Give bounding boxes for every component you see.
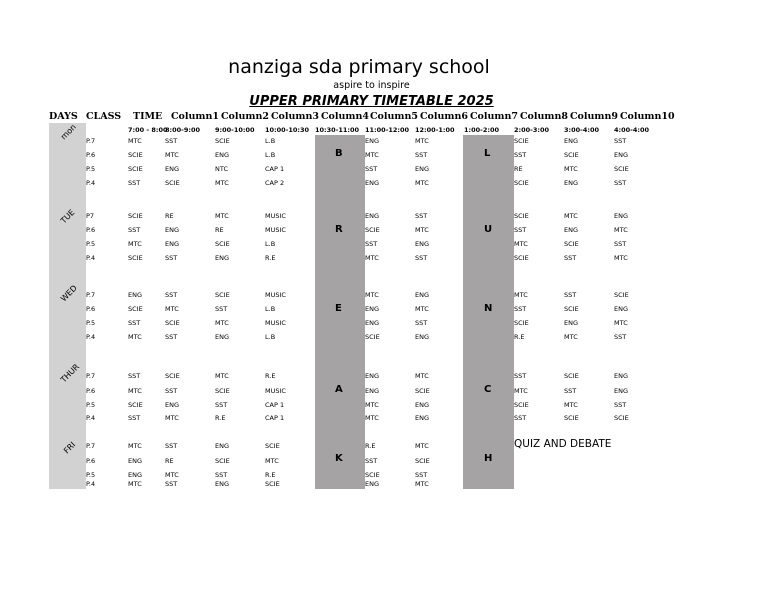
subject-cell: SST xyxy=(165,333,178,341)
subject-cell: MTC xyxy=(415,137,429,145)
subject-cell: SCIE xyxy=(128,165,143,173)
subject-cell: R.E xyxy=(265,372,276,380)
subject-cell: MTC xyxy=(415,226,429,234)
subject-cell: R.E xyxy=(265,254,276,262)
class-cell: P.7 xyxy=(86,372,96,380)
lunch-letter: U xyxy=(484,224,493,235)
subject-cell: SCIE xyxy=(265,442,280,450)
subject-cell: CAP 1 xyxy=(265,165,285,173)
time-slot: 8:00-9:00 xyxy=(165,126,201,134)
subject-cell: SCIE xyxy=(128,212,143,220)
subject-cell: SST xyxy=(128,319,141,327)
subject-cell: SST xyxy=(514,226,527,234)
subject-cell: SST xyxy=(514,414,527,422)
time-slot: 11:00-12:00 xyxy=(365,126,410,134)
subject-cell: MTC xyxy=(128,137,142,145)
subject-cell: L.B xyxy=(265,305,276,313)
subject-cell: SCIE xyxy=(165,179,180,187)
subject-cell: RE xyxy=(514,165,523,173)
subject-cell: MTC xyxy=(365,291,379,299)
time-slot: 4:00-4:00 xyxy=(614,126,650,134)
subject-cell: MTC xyxy=(365,401,379,409)
subject-cell: MTC xyxy=(614,254,628,262)
subject-cell: SST xyxy=(415,254,428,262)
subject-cell: SCIE xyxy=(614,291,629,299)
subject-cell: ENG xyxy=(564,226,579,234)
subject-cell: MTC xyxy=(514,291,528,299)
subject-cell: SCIE xyxy=(514,179,529,187)
subject-cell: L.B xyxy=(265,137,276,145)
subject-cell: SCIE xyxy=(514,212,529,220)
break-letter: A xyxy=(335,384,343,395)
subject-cell: SST xyxy=(614,401,627,409)
header-column1: Column1 xyxy=(171,111,219,122)
subject-cell: SST xyxy=(215,305,228,313)
time-slot: 7:00 - 8:00 xyxy=(128,126,168,134)
class-cell: P.7 xyxy=(86,291,96,299)
header-column2: Column2 xyxy=(221,111,269,122)
subject-cell: MTC xyxy=(564,333,578,341)
subject-cell: SCIE xyxy=(564,305,579,313)
subject-cell: SST xyxy=(614,179,627,187)
subject-cell: ENG xyxy=(215,333,230,341)
subject-cell: MTC xyxy=(614,226,628,234)
class-cell: P.5 xyxy=(86,319,96,327)
subject-cell: SST xyxy=(128,179,141,187)
subject-cell: SCIE xyxy=(564,414,579,422)
header-column8: Column8 xyxy=(520,111,568,122)
subject-cell: SCIE xyxy=(514,254,529,262)
subject-cell: SCIE xyxy=(365,226,380,234)
subject-cell: SCIE xyxy=(365,471,380,479)
subject-cell: ENG xyxy=(215,254,230,262)
subject-cell: SST xyxy=(415,151,428,159)
subject-cell: MUSIC xyxy=(265,387,286,395)
subject-cell: MTC xyxy=(564,212,578,220)
subject-cell: MTC xyxy=(128,333,142,341)
subject-cell: ENG xyxy=(128,471,143,479)
subject-cell: SST xyxy=(128,226,141,234)
subject-cell: MTC xyxy=(215,179,229,187)
subject-cell: ENG xyxy=(365,179,380,187)
subject-cell: ENG xyxy=(165,165,180,173)
subject-cell: SST xyxy=(415,319,428,327)
subject-cell: SST xyxy=(165,480,178,488)
subject-cell: MTC xyxy=(128,480,142,488)
class-cell: P.4 xyxy=(86,480,96,488)
subject-cell: RE xyxy=(215,226,224,234)
subject-cell: MTC xyxy=(514,240,528,248)
class-cell: P.6 xyxy=(86,305,96,313)
subject-cell: ENG xyxy=(564,319,579,327)
day-label-thur: THUR xyxy=(59,362,82,385)
subject-cell: MTC xyxy=(614,319,628,327)
subject-cell: SCIE xyxy=(614,165,629,173)
subject-cell: SCIE xyxy=(415,387,430,395)
lunch-letter: L xyxy=(484,148,491,159)
subject-cell: MUSIC xyxy=(265,226,286,234)
subject-cell: ENG xyxy=(365,319,380,327)
subject-cell: SCIE xyxy=(564,372,579,380)
subject-cell: SST xyxy=(415,212,428,220)
class-cell: P.5 xyxy=(86,401,96,409)
subject-cell: SCIE xyxy=(128,401,143,409)
subject-cell: ENG xyxy=(415,401,430,409)
time-slot: 9:00-10:00 xyxy=(215,126,255,134)
subject-cell: CAP 1 xyxy=(265,414,285,422)
header-column9: Column9 xyxy=(570,111,618,122)
subject-cell: SCIE xyxy=(215,137,230,145)
subject-cell: ENG xyxy=(165,401,180,409)
header-column6: Column6 xyxy=(420,111,468,122)
header-class: CLASS xyxy=(86,111,122,122)
subject-cell: SST xyxy=(564,254,577,262)
class-cell: P.7 xyxy=(86,442,96,450)
school-motto: aspire to inspire xyxy=(333,80,410,91)
subject-cell: MTC xyxy=(128,240,142,248)
subject-cell: MTC xyxy=(365,414,379,422)
subject-cell: L.B xyxy=(265,151,276,159)
subject-cell: ENG xyxy=(165,226,180,234)
subject-cell: ENG xyxy=(128,291,143,299)
class-cell: P.6 xyxy=(86,457,96,465)
header-column7: Column7 xyxy=(470,111,518,122)
subject-cell: MTC xyxy=(365,151,379,159)
day-label-wed: WED xyxy=(59,283,79,304)
subject-cell: SCIE xyxy=(215,387,230,395)
time-slot: 10:00-10:30 xyxy=(265,126,310,134)
subject-cell: RE xyxy=(165,212,174,220)
subject-cell: MTC xyxy=(514,387,528,395)
lunch-letter: N xyxy=(484,303,493,314)
subject-cell: R.E xyxy=(215,414,226,422)
break-letter: K xyxy=(335,453,343,464)
subject-cell: ENG xyxy=(365,387,380,395)
subject-cell: SCIE xyxy=(165,319,180,327)
subject-cell: SCIE xyxy=(514,319,529,327)
subject-cell: SST xyxy=(514,305,527,313)
subject-cell: SST xyxy=(165,387,178,395)
subject-cell: R.E xyxy=(265,471,276,479)
subject-cell: SST xyxy=(614,240,627,248)
subject-cell: SCIE xyxy=(514,401,529,409)
subject-cell: SST xyxy=(564,291,577,299)
break-letter: B xyxy=(335,148,343,159)
subject-cell: ENG xyxy=(215,442,230,450)
subject-cell: MTC xyxy=(265,457,279,465)
subject-cell: CAP 2 xyxy=(265,179,285,187)
header-column5: Column5 xyxy=(370,111,418,122)
subject-cell: SCIE xyxy=(265,480,280,488)
subject-cell: SCIE xyxy=(128,305,143,313)
subject-cell: ENG xyxy=(614,305,629,313)
subject-cell: CAP 1 xyxy=(265,401,285,409)
subject-cell: MTC xyxy=(215,319,229,327)
subject-cell: ENG xyxy=(365,212,380,220)
subject-cell: SST xyxy=(564,387,577,395)
subject-cell: SST xyxy=(215,401,228,409)
subject-cell: ENG xyxy=(128,457,143,465)
subject-cell: ENG xyxy=(415,291,430,299)
subject-cell: RE xyxy=(165,457,174,465)
subject-cell: MTC xyxy=(128,442,142,450)
subject-cell: R.E xyxy=(365,442,376,450)
subject-cell: MTC xyxy=(415,442,429,450)
class-cell: P.4 xyxy=(86,179,96,187)
subject-cell: ENG xyxy=(614,212,629,220)
subject-cell: SCIE xyxy=(365,333,380,341)
subject-cell: L.B xyxy=(265,333,276,341)
timetable-heading: UPPER PRIMARY TIMETABLE 2025 xyxy=(249,94,494,109)
class-cell: P.4 xyxy=(86,333,96,341)
subject-cell: SCIE xyxy=(415,457,430,465)
subject-cell: MTC xyxy=(415,480,429,488)
subject-cell: SCIE xyxy=(215,240,230,248)
subject-cell: MTC xyxy=(564,401,578,409)
time-slot: 3:00-4:00 xyxy=(564,126,600,134)
subject-cell: SST xyxy=(128,372,141,380)
subject-cell: MUSIC xyxy=(265,291,286,299)
subject-cell: ENG xyxy=(614,387,629,395)
class-cell: P.7 xyxy=(86,137,96,145)
subject-cell: SST xyxy=(514,372,527,380)
subject-cell: ENG xyxy=(415,240,430,248)
class-cell: P.6 xyxy=(86,387,96,395)
subject-cell: MTC xyxy=(165,471,179,479)
subject-cell: ENG xyxy=(614,151,629,159)
subject-cell: MTC xyxy=(564,165,578,173)
class-cell: P7 xyxy=(86,212,95,220)
subject-cell: ENG xyxy=(415,414,430,422)
subject-cell: MUSIC xyxy=(265,212,286,220)
class-cell: P.6 xyxy=(86,226,96,234)
class-cell: P.5 xyxy=(86,165,96,173)
subject-cell: MTC xyxy=(215,212,229,220)
subject-cell: L.B xyxy=(265,240,276,248)
subject-cell: ENG xyxy=(365,480,380,488)
class-cell: P.5 xyxy=(86,471,96,479)
subject-cell: R.E xyxy=(514,333,525,341)
subject-cell: SCIE xyxy=(614,414,629,422)
subject-cell: MTC xyxy=(415,179,429,187)
subject-cell: MTC xyxy=(128,387,142,395)
subject-cell: SST xyxy=(365,165,378,173)
break-letter: R xyxy=(335,224,343,235)
quiz-and-debate-note: QUIZ AND DEBATE xyxy=(514,438,612,450)
subject-cell: SST xyxy=(128,414,141,422)
subject-cell: ENG xyxy=(215,480,230,488)
header-column10: Column10 xyxy=(620,111,675,122)
subject-cell: ENG xyxy=(365,372,380,380)
subject-cell: SST xyxy=(415,471,428,479)
subject-cell: ENG xyxy=(564,137,579,145)
header-column3: Column3 xyxy=(271,111,319,122)
day-label-fri: FRI xyxy=(62,440,78,456)
days-column-band xyxy=(49,123,86,489)
subject-cell: SCIE xyxy=(165,372,180,380)
lunch-letter: H xyxy=(484,453,493,464)
subject-cell: SST xyxy=(215,471,228,479)
subject-cell: SST xyxy=(165,254,178,262)
subject-cell: MTC xyxy=(215,372,229,380)
subject-cell: ENG xyxy=(215,151,230,159)
subject-cell: MTC xyxy=(165,151,179,159)
subject-cell: SST xyxy=(365,240,378,248)
class-cell: P.5 xyxy=(86,240,96,248)
lunch-letter: C xyxy=(484,384,492,395)
time-slot: 12:00-1:00 xyxy=(415,126,455,134)
subject-cell: SCIE xyxy=(564,240,579,248)
class-cell: P.4 xyxy=(86,254,96,262)
break-letter: E xyxy=(335,303,342,314)
class-cell: P.4 xyxy=(86,414,96,422)
subject-cell: SCIE xyxy=(215,457,230,465)
subject-cell: SST xyxy=(514,151,527,159)
subject-cell: ENG xyxy=(415,333,430,341)
time-slot: 2:00-3:00 xyxy=(514,126,550,134)
subject-cell: MTC xyxy=(165,305,179,313)
subject-cell: ENG xyxy=(415,165,430,173)
subject-cell: SST xyxy=(165,442,178,450)
subject-cell: MTC xyxy=(415,372,429,380)
subject-cell: MUSIC xyxy=(265,319,286,327)
header-days: DAYS xyxy=(49,111,78,122)
subject-cell: ENG xyxy=(365,305,380,313)
subject-cell: SST xyxy=(365,457,378,465)
subject-cell: MTC xyxy=(165,414,179,422)
subject-cell: SST xyxy=(614,137,627,145)
subject-cell: ENG xyxy=(614,372,629,380)
subject-cell: ENG xyxy=(365,137,380,145)
subject-cell: SCIE xyxy=(128,151,143,159)
header-time: TIME xyxy=(133,111,163,122)
subject-cell: SST xyxy=(614,333,627,341)
time-slot: 1:00-2:00 xyxy=(464,126,500,134)
subject-cell: MTC xyxy=(415,305,429,313)
subject-cell: ENG xyxy=(564,179,579,187)
class-cell: P.6 xyxy=(86,151,96,159)
subject-cell: SST xyxy=(165,137,178,145)
subject-cell: SCIE xyxy=(564,151,579,159)
school-name: nanziga sda primary school xyxy=(228,56,490,78)
time-slot: 10:30-11:00 xyxy=(315,126,360,134)
subject-cell: ENG xyxy=(165,240,180,248)
subject-cell: SCIE xyxy=(215,291,230,299)
day-label-mon: mon xyxy=(59,122,78,142)
day-label-tue: TUE xyxy=(59,207,77,226)
subject-cell: MTC xyxy=(365,254,379,262)
subject-cell: SCIE xyxy=(514,137,529,145)
header-column4: Column4 xyxy=(321,111,369,122)
subject-cell: SCIE xyxy=(128,254,143,262)
subject-cell: SST xyxy=(165,291,178,299)
subject-cell: NTC xyxy=(215,165,228,173)
